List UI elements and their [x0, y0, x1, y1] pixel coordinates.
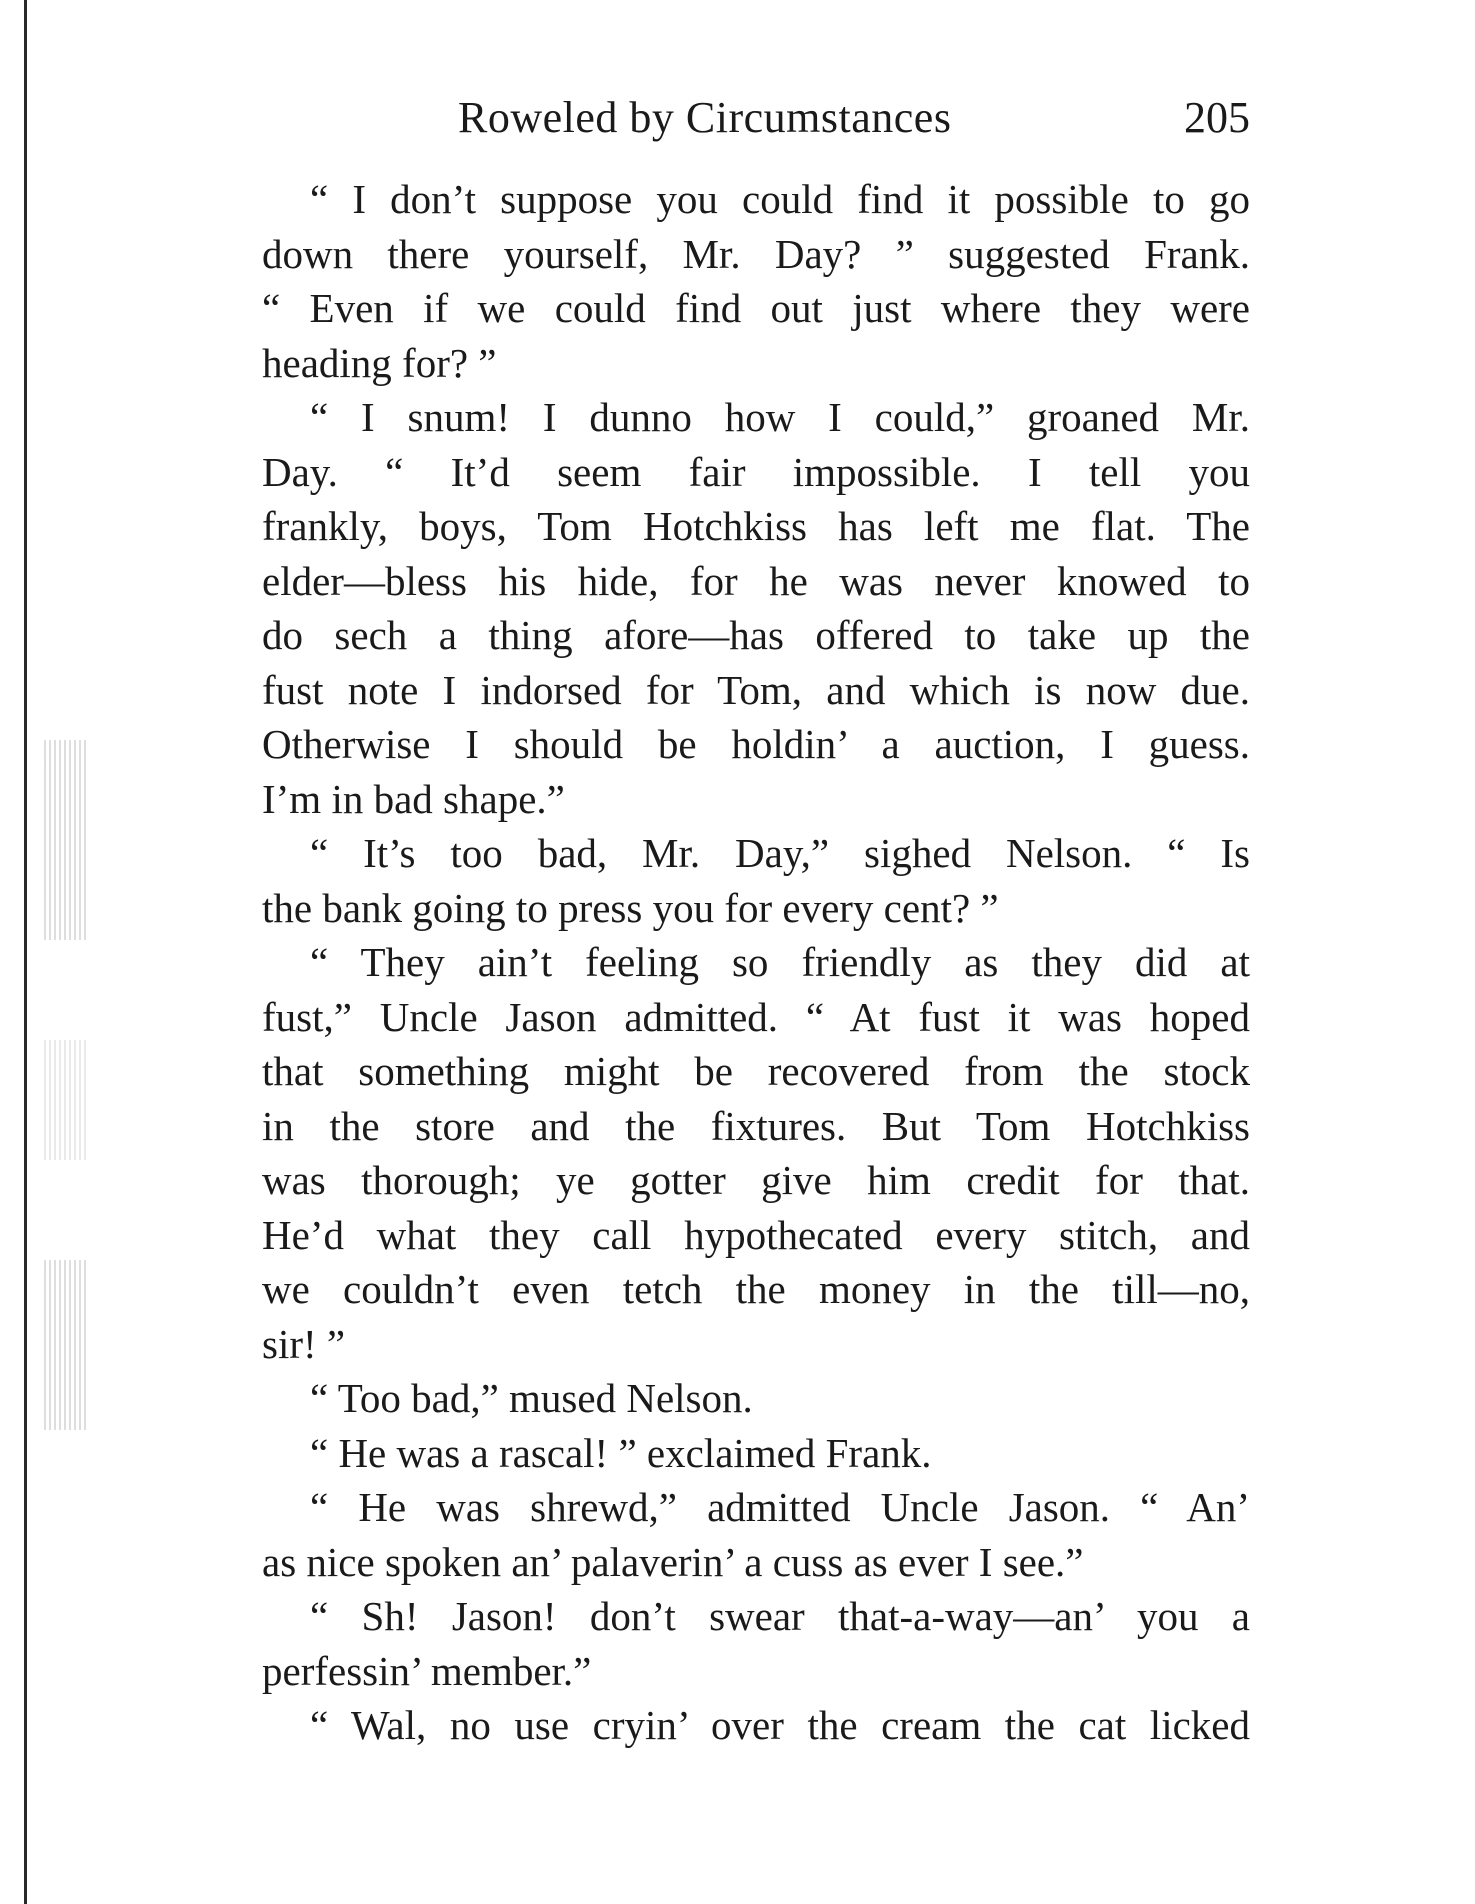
text-line: frankly, boys, Tom Hotchkiss has left me flat. The [262, 503, 1250, 549]
text-line: “ Even if we could find out just where they were [262, 285, 1250, 331]
text-line: perfessin’ member.” [262, 1647, 592, 1694]
gutter-artifact [44, 1260, 86, 1430]
text-line: down there yourself, Mr. Day? ” suggested Frank. [262, 230, 1250, 277]
text-line: I’m in bad shape.” [262, 775, 565, 822]
text-line: “ Sh! Jason! don’t swear that-a-way—an’ you a [310, 1593, 1250, 1639]
text-line: Day. “ It’d seem fair impossible. I tell you [262, 448, 1250, 495]
text-line: He’d what they call hypothecated every stitch, and [262, 1211, 1250, 1258]
text-line: “ He was shrewd,” admitted Uncle Jason. “ An’ [310, 1484, 1250, 1530]
text-line: the bank going to press you for every cent? ” [262, 884, 999, 931]
text-line: we couldn’t even tetch the money in the till—no, [262, 1266, 1250, 1312]
text-line: that something might be recovered from the stock [262, 1048, 1250, 1094]
text-line: “ It’s too bad, Mr. Day,” sighed Nelson. “ Is [310, 830, 1250, 876]
text-line: elder—bless his hide, for he was never knowed to [262, 557, 1250, 604]
text-line: Otherwise I should be holdin’ a auction, I guess. [262, 721, 1250, 767]
gutter-artifact [44, 1040, 86, 1160]
text-line: “ They ain’t feeling so friendly as they did at [310, 939, 1250, 985]
text-line: “ I snum! I dunno how I could,” groaned Mr. [310, 394, 1250, 440]
text-line: “ I don’t suppose you could find it possible to go [310, 176, 1250, 222]
text-line: as nice spoken an’ palaverin’ a cuss as ever I see.” [262, 1538, 1084, 1585]
text-line: “ Too bad,” mused Nelson. [310, 1375, 753, 1421]
text-line: do sech a thing afore—has offered to take up the [262, 612, 1250, 658]
text-line: “ He was a rascal! ” exclaimed Frank. [310, 1429, 932, 1476]
text-line: fust note I indorsed for Tom, and which is now due. [262, 666, 1250, 713]
gutter-artifact [44, 740, 86, 940]
page-number: 205 [1184, 93, 1250, 142]
text-line: in the store and the fixtures. But Tom Hotchkiss [262, 1102, 1250, 1149]
binding-edge [24, 0, 27, 1904]
text-line: sir! ” [262, 1320, 346, 1367]
text-line: “ Wal, no use cryin’ over the cream the cat licked [310, 1702, 1250, 1748]
body-text [262, 172, 1250, 1753]
running-title: Roweled by Circumstances [458, 93, 952, 142]
text-line: was thorough; ye gotter give him credit for that. [262, 1157, 1250, 1203]
text-line: fust,” Uncle Jason admitted. “ At fust it was hoped [262, 993, 1250, 1040]
text-line: heading for? ” [262, 339, 497, 386]
running-header [262, 92, 1262, 152]
